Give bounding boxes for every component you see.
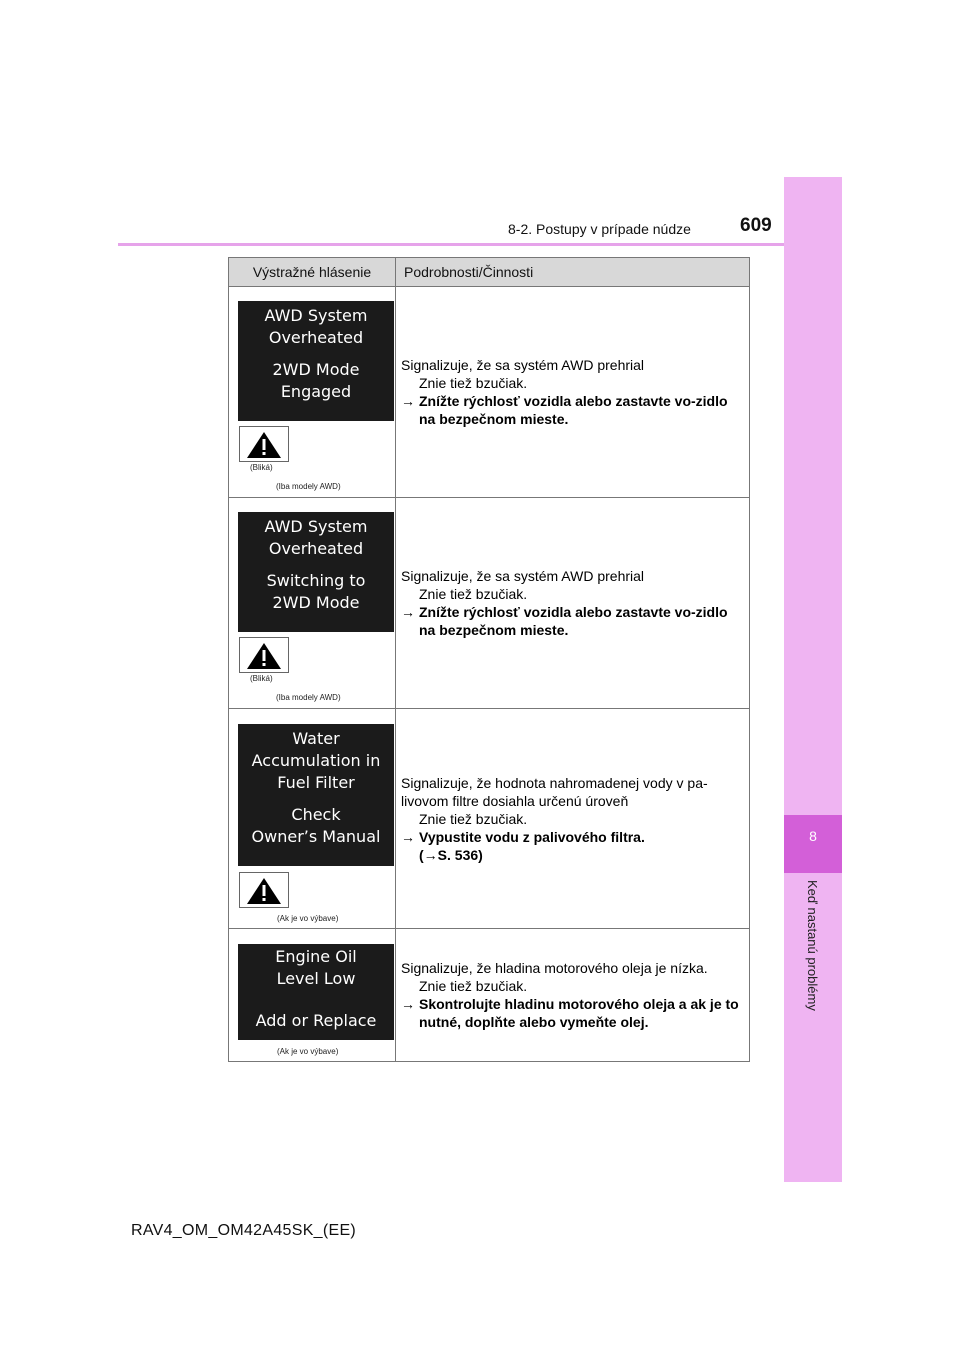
message-image-cell [229, 929, 396, 1062]
display-line: Switching to [266, 571, 366, 590]
display-line: Water [292, 729, 340, 748]
description-text: Signalizuje, že hodnota nahromadenej vody v pa- [401, 774, 708, 791]
action-label: Znížte rýchlosť vozidla alebo zastavte vo-zidlo na bezpečnom mieste. [419, 604, 728, 638]
display-screen [238, 301, 394, 421]
table-row [229, 929, 750, 1062]
display-line: AWD System [264, 306, 368, 325]
description-text: Signalizuje, že sa systém AWD prehrial [401, 568, 645, 584]
arrow-right-icon: → [401, 828, 415, 845]
warning-triangle-icon [239, 872, 289, 908]
action-text [401, 995, 743, 1031]
buzzer-note: Znie tiež bzučiak. [419, 586, 528, 602]
details-cell [396, 498, 750, 709]
display-gap [238, 349, 394, 359]
equipment-note: (Ak je vo výbave) [277, 1047, 339, 1056]
action-text [401, 828, 743, 846]
buzzer-note: Znie tiež bzučiak. [419, 978, 528, 994]
document-code: RAV4_OM_OM42A45SK_(EE) [131, 1222, 357, 1239]
message-image-cell [229, 498, 396, 709]
display-gap [238, 560, 394, 570]
display-screen [238, 512, 394, 632]
display-screen [238, 724, 394, 866]
blink-note: (Bliká) [250, 674, 273, 683]
table-row [229, 709, 750, 929]
message-image-cell [229, 287, 396, 498]
display-line: AWD System [264, 517, 368, 536]
action-label: Skontrolujte hladinu motorového oleja a ak je to nutné, doplňte alebo vymeňte olej. [419, 996, 739, 1030]
warning-table [228, 257, 750, 1062]
arrow-right-icon: → [401, 604, 415, 620]
display-line: Level Low [276, 969, 356, 988]
equipment-note: (Ak je vo výbave) [277, 914, 339, 923]
description-text: livovom filtre dosiahla určenú úroveň [401, 792, 629, 809]
table-header-row [229, 258, 750, 287]
display-line: Accumulation in [251, 751, 381, 770]
action-text [401, 603, 743, 639]
page-reference [401, 846, 743, 864]
col-header-message: Výstražné hlásenie [229, 258, 396, 287]
display-line: Engaged [280, 382, 352, 401]
blink-note: (Bliká) [250, 463, 273, 472]
ref-page-link[interactable]: S. 536) [437, 846, 483, 863]
table-row [229, 498, 750, 709]
display-line: Overheated [268, 328, 364, 347]
display-line: 2WD Mode [272, 360, 360, 379]
model-note: (Iba modely AWD) [276, 693, 341, 702]
description-text: Signalizuje, že hladina motorového oleja je nízka. [401, 960, 708, 976]
buzzer-note: Znie tiež bzučiak. [419, 375, 528, 391]
section-title: 8-2. Postupy v prípade núdze [508, 221, 691, 237]
display-line: Owner’s Manual [251, 827, 381, 846]
action-label: Vypustite vodu z palivového filtra. [419, 828, 645, 845]
warning-triangle-icon [239, 426, 289, 462]
arrow-right-icon: → [401, 996, 415, 1012]
arrow-right-icon: → [423, 846, 438, 863]
model-note: (Iba modely AWD) [276, 482, 341, 491]
header-rule [118, 243, 784, 246]
display-line: Add or Replace [255, 1011, 377, 1030]
buzzer-note: Znie tiež bzučiak. [419, 810, 528, 827]
display-line: Fuel Filter [277, 773, 355, 792]
chapter-label: Keď nastanú problémy [805, 880, 820, 1011]
col-header-details: Podrobnosti/Činnosti [396, 258, 750, 287]
description-text: Signalizuje, že sa systém AWD prehrial [401, 357, 645, 373]
display-gap [238, 794, 394, 804]
display-gap [238, 990, 394, 1010]
details-cell [396, 287, 750, 498]
page-number: 609 [740, 215, 772, 236]
details-cell [396, 709, 750, 929]
display-line: 2WD Mode [272, 593, 360, 612]
chapter-side-tab [784, 177, 842, 1182]
display-screen [238, 944, 394, 1040]
details-cell [396, 929, 750, 1062]
display-line: Overheated [268, 539, 364, 558]
message-image-cell [229, 709, 396, 929]
action-text [401, 392, 743, 428]
display-line: Engine Oil [275, 947, 357, 966]
ref-paren: ( [419, 846, 424, 863]
chapter-number: 8 [809, 828, 817, 844]
display-line: Check [291, 805, 341, 824]
chapter-active-marker [784, 815, 842, 873]
action-label: Znížte rýchlosť vozidla alebo zastavte vo-zidlo na bezpečnom mieste. [419, 393, 728, 427]
warning-triangle-icon [239, 637, 289, 673]
table-row [229, 287, 750, 498]
arrow-right-icon: → [401, 393, 415, 409]
